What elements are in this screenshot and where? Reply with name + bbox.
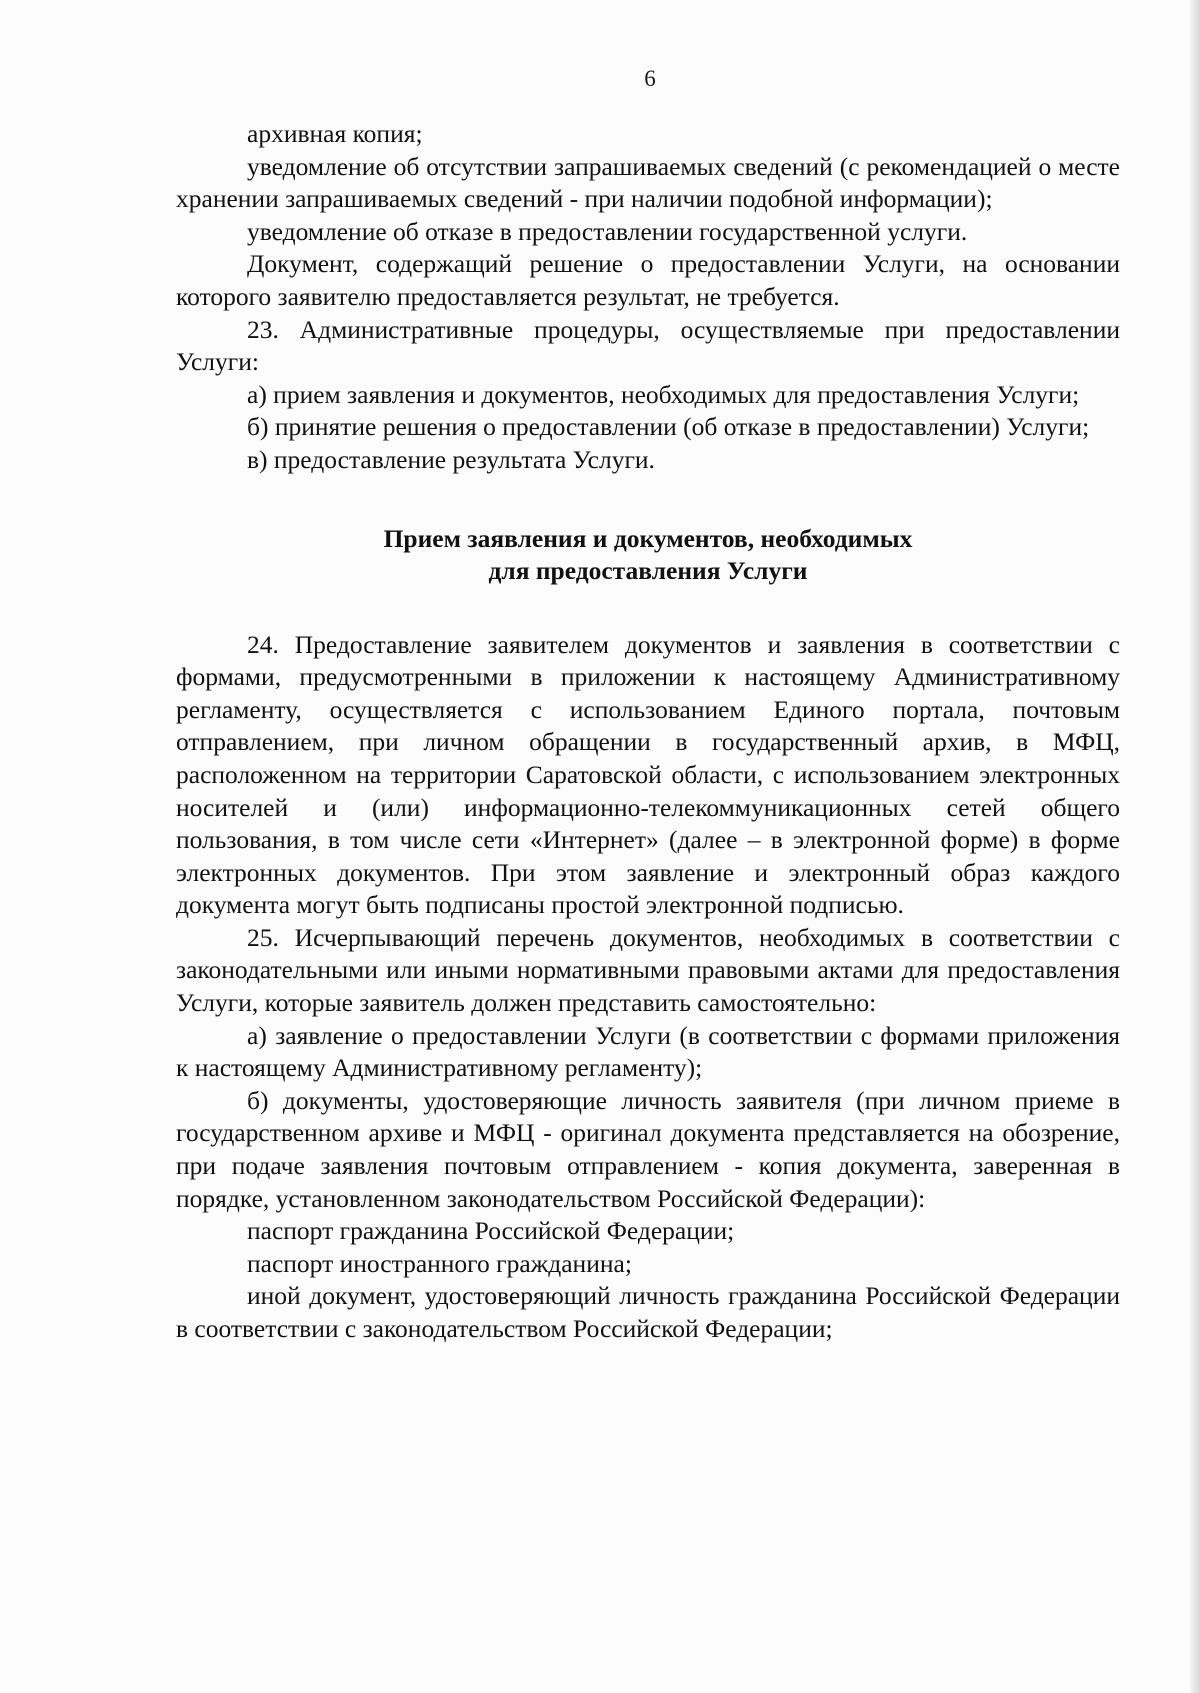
section-heading-line: для предоставления Услуги xyxy=(488,555,808,585)
paragraph: уведомление об отсутствии запрашиваемых сведений (с рекомендацией о месте хранении запрашиваемых сведений - при наличии подобной информации); xyxy=(176,151,1120,214)
paragraph: а) прием заявления и документов, необходимых для предоставления Услуги; xyxy=(247,379,1080,409)
paragraph: архивная копия; xyxy=(247,119,423,148)
paragraph: а) заявление о предоставлении Услуги (в соответствии с формами приложения к настоящему Административному регламенту); xyxy=(176,1020,1120,1083)
page-number: 6 xyxy=(644,66,656,91)
section-heading xyxy=(176,523,1120,587)
paragraph: б) документы, удостоверяющие личность заявителя (при личном приеме в государственном архиве и МФЦ - оригинал документа представляется на обозрение, при подаче заявления почтовым отправлением - копия документа, заверенная в порядке, установленном законодательством Российской Федерации): xyxy=(176,1085,1120,1213)
paragraph: паспорт гражданина Российской Федерации; xyxy=(247,1216,735,1246)
paragraph: 23. Административные процедуры, осуществляемые при предоставлении Услуги: xyxy=(176,314,1120,377)
page-edge-shadow xyxy=(1190,0,1200,1693)
paragraph: 24. Предоставление заявителем документов и заявления в соответствии с формами, предусмотренными в приложении к настоящему Административному регламенту, осуществляется с использованием Единого портала, почтовым отправлением, при личном обращении в государственный архив, в МФЦ, расположенном на территории Саратовской области, с использованием электронных носителей и (или) информационно-телекоммуникационных сетей общего пользования, в том числе сети «Интернет» (далее – в электронной форме) в форме электронных документов. При этом заявление и электронный образ каждого документа могут быть подписаны простой электронной подписью. xyxy=(176,629,1120,920)
paragraph: в) предоставление результата Услуги. xyxy=(247,444,655,474)
paragraph: паспорт иностранного гражданина; xyxy=(247,1248,632,1278)
paragraph: уведомление об отказе в предоставлении государственной услуги. xyxy=(247,216,968,246)
paragraph: б) принятие решения о предоставлении (об отказе в предоставлении) Услуги; xyxy=(247,412,1090,442)
paragraph: 25. Исчерпывающий перечень документов, необходимых в соответствии с законодательными или иными нормативными правовыми актами для предоставления Услуги, которые заявитель должен представить самостоятельно: xyxy=(176,922,1120,1018)
document-body xyxy=(176,118,1120,1346)
paragraph: иной документ, удостоверяющий личность гражданина Российской Федерации в соответствии с законодательством Российской Федерации; xyxy=(176,1281,1120,1343)
paragraph: Документ, содержащий решение о предоставлении Услуги, на основании которого заявителю предоставляется результат, не требуется. xyxy=(176,249,1120,311)
section-heading-line: Прием заявления и документов, необходимых xyxy=(383,523,913,553)
